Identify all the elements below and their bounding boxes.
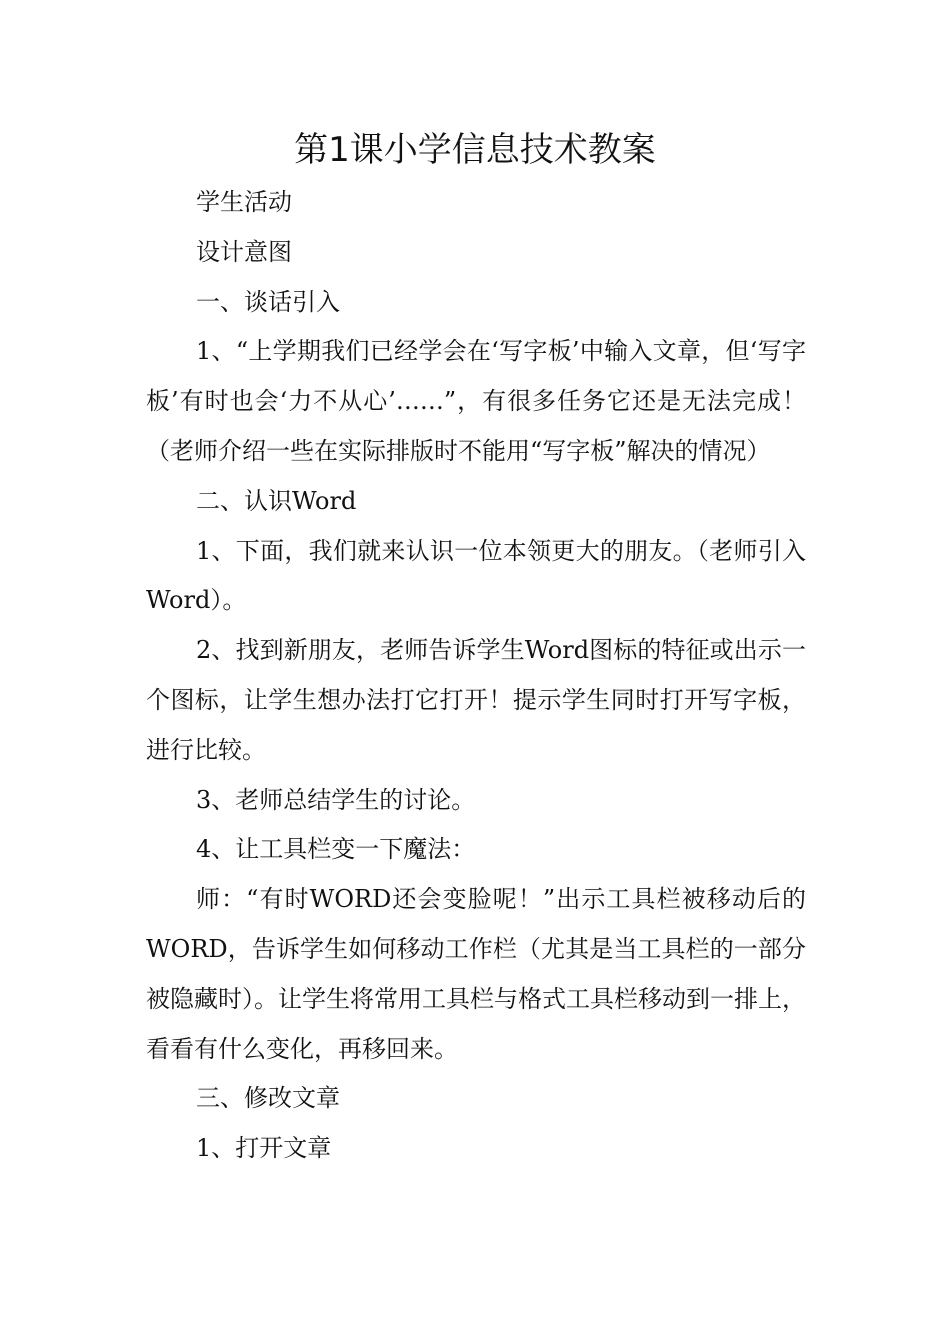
paragraph-intro-1: 1、“上学期我们已经学会在‘写字板’中输入文章，但‘写字板’有时也会‘力不从心’……”，有很多任务它还是无法完成！（老师介绍一些在实际排版时不能用“写字板”解决的情况） <box>146 337 806 465</box>
paragraph-word-4: 4、让工具栏变一下魔法： <box>196 835 476 864</box>
section-heading-word: 二、认识Word <box>196 486 357 515</box>
section-heading-edit: 三、修改文章 <box>196 1084 340 1113</box>
paragraph-word-1: 1、下面，我们就来认识一位本领更大的朋友。（老师引入Word）。 <box>146 536 806 615</box>
paragraph-teacher-note: 师：“有时WORD还会变脸呢！”出示工具栏被移动后的WORD，告诉学生如何移动工作栏（尤其是当工具栏的一部分被隐藏时）。让学生将常用工具栏与格式工具栏移动到一排上，看看有什么变化，再移回来。 <box>146 885 806 1063</box>
paragraph-word-2: 2、找到新朋友，老师告诉学生Word图标的特征或出示一个图标，让学生想办法打它打开！提示学生同时打开写字板，进行比较。 <box>146 636 806 764</box>
document-body <box>146 178 806 1174</box>
paragraph-edit-1: 1、打开文章 <box>196 1134 332 1163</box>
document-title: 第1课小学信息技术教案 <box>294 130 656 170</box>
paragraph-word-3: 3、老师总结学生的讨论。 <box>196 785 476 814</box>
paragraph-design-intent: 设计意图 <box>196 237 292 266</box>
paragraph-student-activity: 学生活动 <box>196 188 292 216</box>
section-heading-intro: 一、谈话引入 <box>196 287 340 316</box>
